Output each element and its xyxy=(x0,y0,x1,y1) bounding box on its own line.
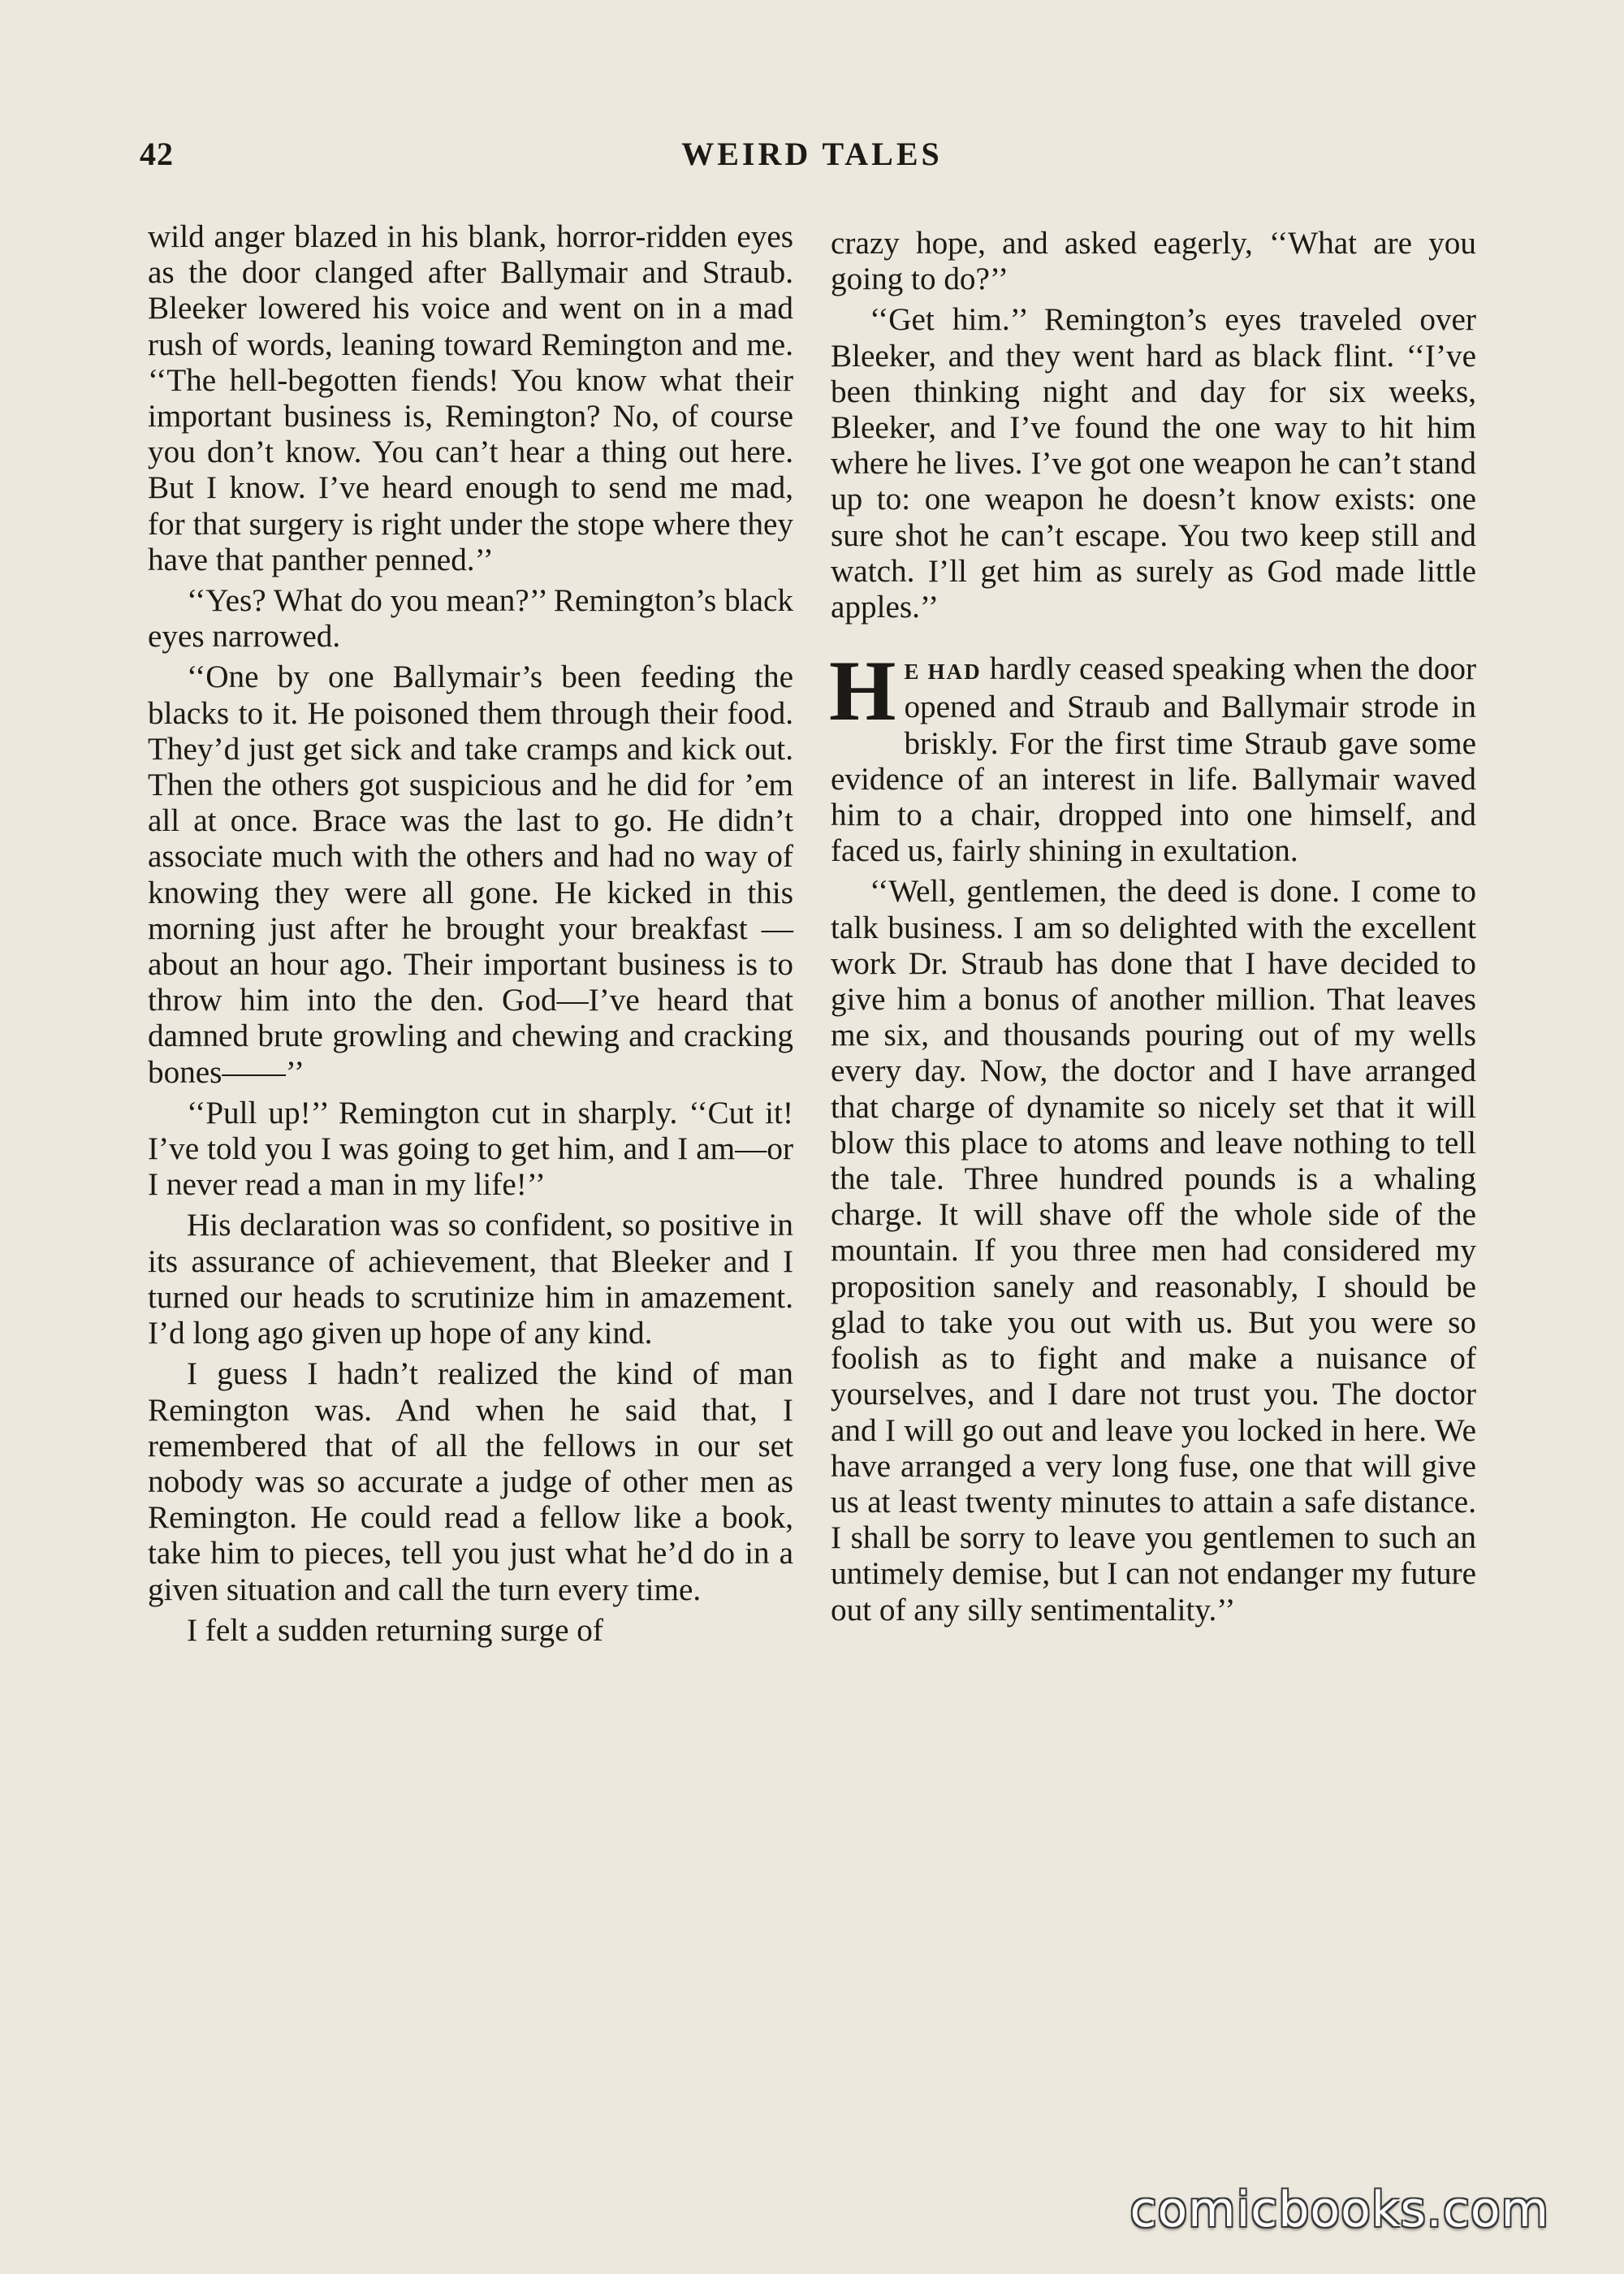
drop-cap: H xyxy=(829,643,896,739)
paragraph-text: hardly ceased speaking when the door opened and Straub and Ballymair strode in briskly. For the first time Straub gave some evidence of an interest in life. Ballymair waved him to a chair, dropped into one himself, and faced us, fairly shining in exultation. xyxy=(831,651,1476,869)
section-opening-paragraph xyxy=(829,643,1476,869)
paragraph: His declaration was so confident, so positive in its assurance of achievement, that Bleeker and I turned our heads to scrutinize him in amazement. I’d long ago given up hope of any kind. xyxy=(148,1208,793,1351)
paragraph: I felt a sudden returning surge of xyxy=(187,1612,603,1648)
paragraph: I guess I hadn’t realized the kind of man Remington was. And when he said that, I remembered that of all the fellows in our set nobody was so accurate a judge of other men as Remington. He could read a fellow like a book, take him to pieces, tell you just what he’d do in a given situation and call the turn every time. xyxy=(148,1356,793,1607)
paragraph: ‘‘Yes? What do you mean?’’ Remington’s black eyes narrowed. xyxy=(148,583,793,655)
paragraph: crazy hope, and asked eagerly, ‘‘What are you going to do?’’ xyxy=(831,226,1476,297)
left-column xyxy=(148,219,793,1654)
running-head: WEIRD TALES xyxy=(681,136,943,172)
watermark: comicbooks.com xyxy=(1129,2181,1549,2238)
right-column xyxy=(831,226,1476,1633)
paragraph: ‘‘Get him.’’ Remington’s eyes traveled over Bleeker, and they went hard as black flint. ‘‘I’ve been thinking night and day for six weeks, Bleeker, and I’ve found the one way to hit him where he lives. I’ve got one weapon he can’t stand up to: one weapon he doesn’t know exists: one sure shot he can’t escape. You two keep still and watch. I’ll get him as surely as God made little apples.’’ xyxy=(831,302,1476,625)
paragraph: ‘‘One by one Ballymair’s been feeding the blacks to it. He poisoned them through their food. They’d just get sick and take cramps and kick out. Then the others got suspicious and he did for ’em all at once. Brace was the last to go. He didn’t associate much with the others and had no way of knowing they were all gone. He kicked in this morning just after he brought your breakfast —about an hour ago. Their important business is to throw him into the den. God—I’ve heard that damned brute growling and chewing and cracking bones——’’ xyxy=(148,659,793,1090)
paragraph: wild anger blazed in his blank, horror-ridden eyes as the door clanged after Ballymair and Straub. Bleeker lowered his voice and went on in a mad rush of words, leaning toward Remington and me. ‘‘The hell-begotten fiends! You know what their important business is, Remington? No, of course you don’t know. You can’t hear a thing out here. But I know. I’ve heard enough to send me mad, for that surgery is right under the stope where they have that panther penned.’’ xyxy=(148,219,793,577)
paragraph: ‘‘Pull up!’’ Remington cut in sharply. ‘‘Cut it! I’ve told you I was going to get him, and I am—or I never read a man in my life!’’ xyxy=(148,1095,793,1203)
small-caps-lead: E HAD xyxy=(904,659,982,685)
page-number: 42 xyxy=(140,136,174,172)
paragraph: ‘‘Well, gentlemen, the deed is done. I come to talk business. I am so delighted with the excellent work Dr. Straub has done that I have decided to give him a bonus of another million. That leaves me six, and thousands pouring out of my wells every day. Now, the doctor and I have arranged that charge of dynamite so nicely set that it will blow this place to atoms and leave nothing to tell the tale. Three hundred pounds is a whaling charge. It will shave off the whole side of the mountain. If you three men had considered my proposition sanely and reasonably, I should be glad to take you out with us. But you were so foolish as to fight and make a nuisance of yourselves, and I dare not trust you. The doctor and I will go out and leave you locked in here. We have arranged a very long fuse, one that will give us at least twenty minutes to attain a safe distance. I shall be sorry to leave you gentlemen to such an untimely demise, but I can not endanger my future out of any silly sentimentality.’’ xyxy=(831,874,1476,1628)
